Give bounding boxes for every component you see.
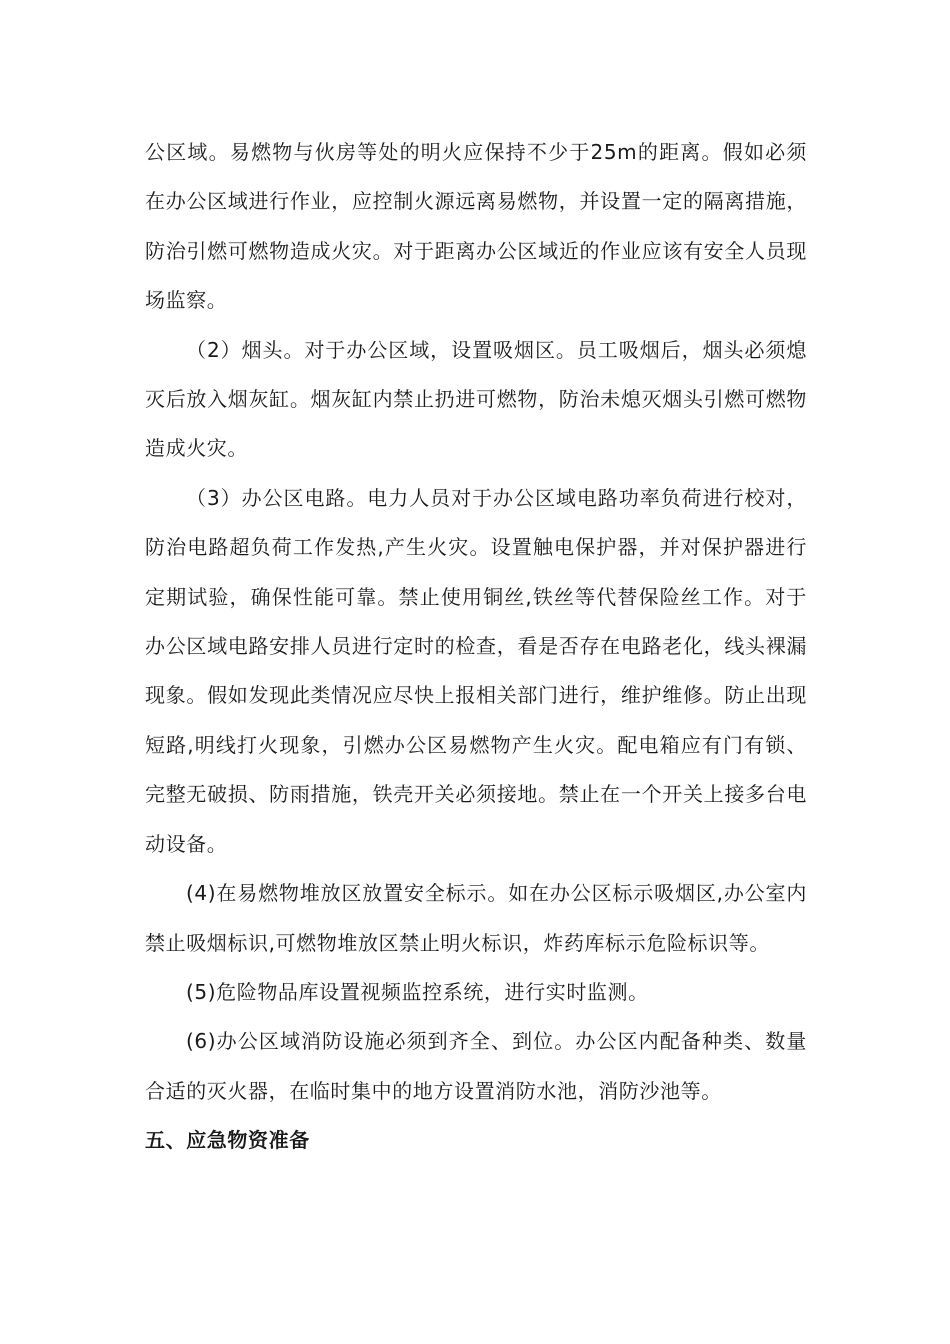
paragraph-office-circuit: （3）办公区电路。电力人员对于办公区域电路功率负荷进行校对，防治电路超负荷工作发热,产生火灾。设置触电保护器，并对保护器进行定期试验，确保性能可靠。禁止使用铜丝,铁丝等代替保险丝工作。对于办公区域电路安排人员进行定时的检查，看是否存在电路老化，线头裸漏现象。假如发现此类情况应尽快上报相关部门进行，维护维修。防止出现短路,明线打火现象，引燃办公区易燃物产生火灾。配电箱应有门有锁、完整无破损、防雨措施，铁壳开关必须接地。禁止在一个开关上接多台电动设备。 — [145, 485, 807, 856]
paragraph-fire-facilities: (6)办公区域消防设施必须到齐全、到位。办公区内配备种类、数量合适的灭火器，在临时集中的地方设置消防水池，消防沙池等。 — [145, 1029, 807, 1103]
paragraph-fire-source: 公区域。易燃物与伙房等处的明火应保持不少于25m的距离。假如必须在办公区域进行作业，应控制火源远离易燃物，并设置一定的隔离措施，防治引燃可燃物造成火灾。对于距离办公区域近的作业应该有安全人员现场监察。 — [145, 140, 807, 313]
paragraph-video-monitoring: (5)危险物品库设置视频监控系统，进行实时监测。 — [186, 979, 649, 1004]
paragraph-cigarette: （2）烟头。对于办公区域，设置吸烟区。员工吸烟后，烟头必须熄灭后放入烟灰缸。烟灰缸内禁止扔进可燃物，防治未熄灭烟头引燃可燃物造成火灾。 — [145, 337, 807, 461]
document-body — [145, 128, 807, 1166]
paragraph-safety-signs: (4)在易燃物堆放区放置安全标示。如在办公区标示吸烟区,办公室内禁止吸烟标识,可燃物堆放区禁止明火标识，炸药库标示危险标识等。 — [145, 881, 807, 955]
section-heading: 五、应急物资准备 — [145, 1128, 310, 1153]
